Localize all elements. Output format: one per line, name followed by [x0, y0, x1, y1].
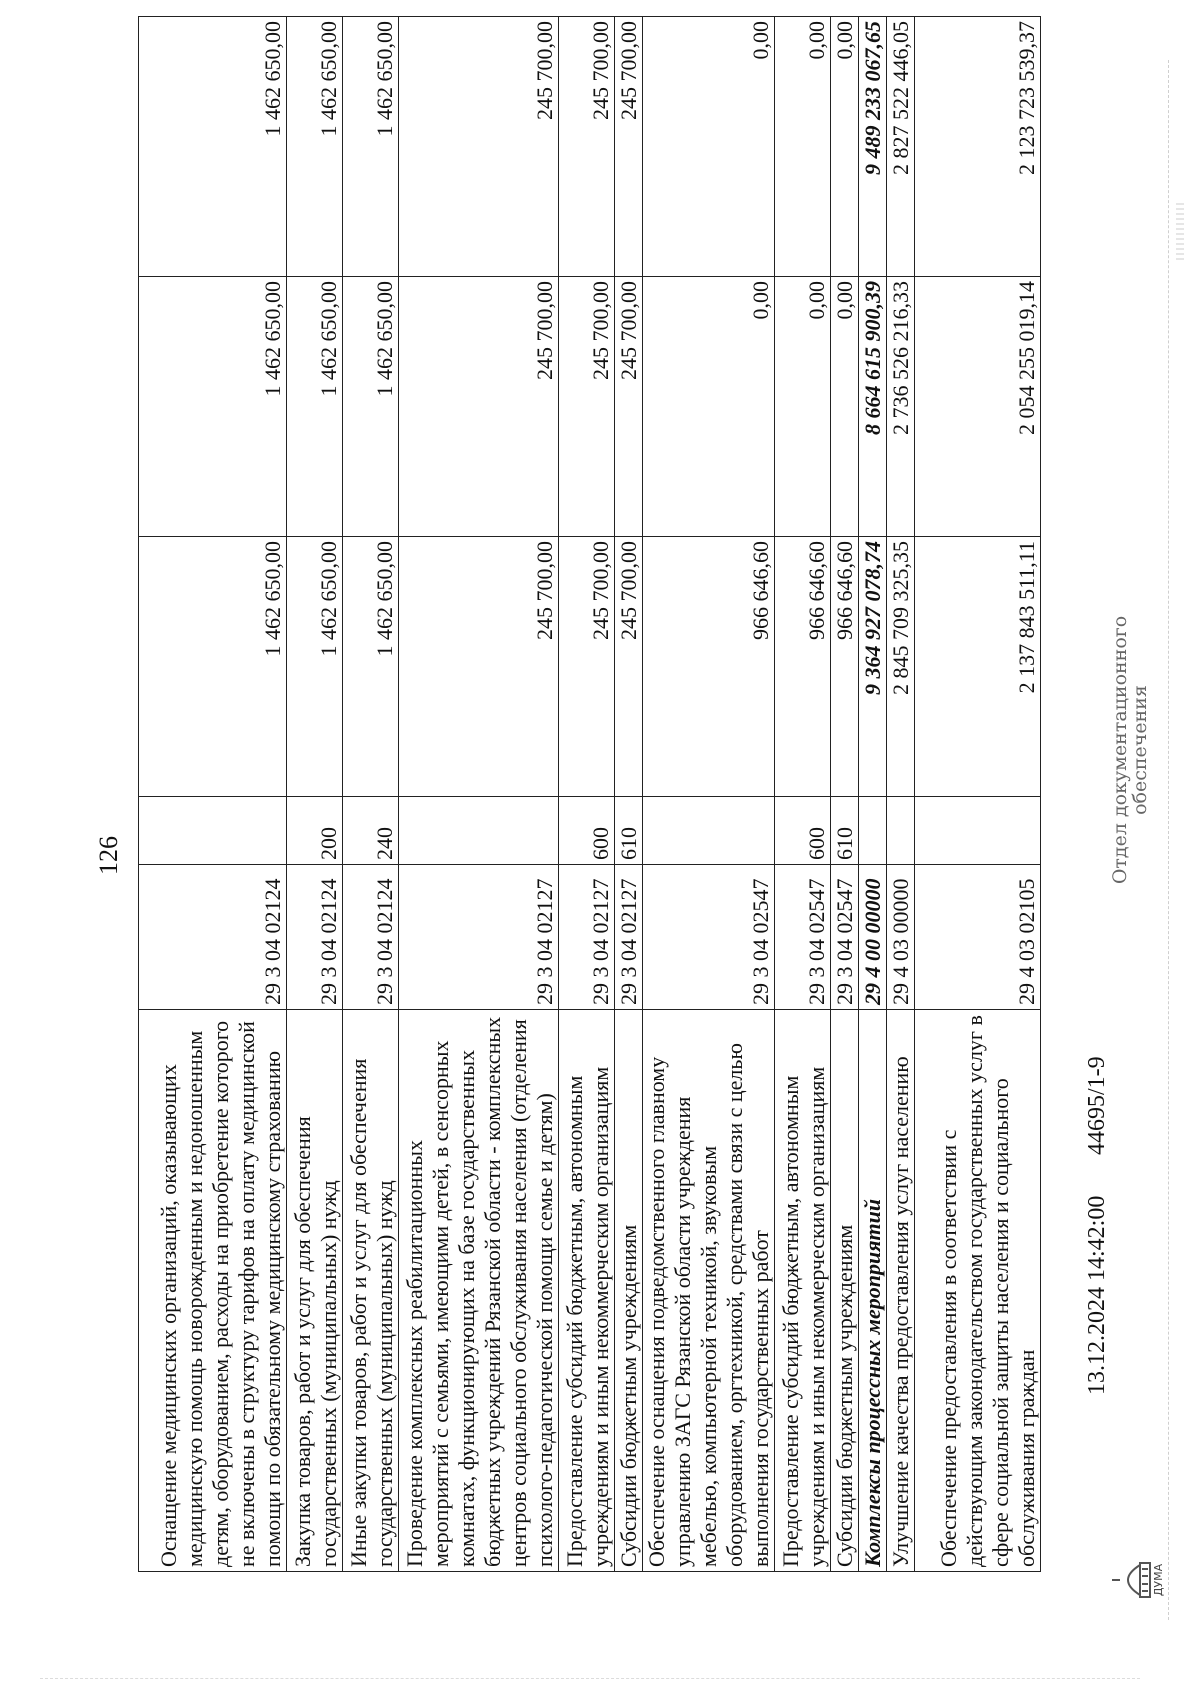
table-row-total	[859, 17, 887, 1572]
row-name: Оснащение медицинских организаций, оказывающих медицинскую помощь новорожденным и недоношенным детям, оборудованием, расходы на приобретение которого не включены в структуру тарифов на оплату медицинской помощи по обязательному медицинскому страхованию	[139, 1010, 287, 1572]
row-year1: 1 462 650,00	[139, 537, 287, 797]
row-name: Обеспечение предоставления в соответствии с действующим законодательством государственных услуг в сфере социальной защиты населения и социального обслуживания граждан	[915, 1010, 1041, 1572]
table-row	[559, 17, 615, 1572]
duma-emblem-logo	[1106, 1557, 1166, 1603]
row-name: Проведение комплексных реабилитационных мероприятий с семьями, имеющими детей, в сенсорных комнатах, функционирующих на базе государственных бюджетных учреждений Рязанской области - комплексных центров социального обслуживания населения (отделения психолого-педагогической помощи семье и детям)	[399, 1010, 559, 1572]
table-row	[287, 17, 343, 1572]
row-year2: 2 054 255 019,14	[915, 277, 1041, 537]
row-name: Закупка товаров, работ и услуг для обеспечения государственных (муниципальных) нужд	[287, 1010, 343, 1572]
row-year2: 0,00	[643, 277, 775, 537]
row-code: 29 4 03 00000	[887, 865, 915, 1010]
table-row	[831, 17, 859, 1572]
table-row	[915, 17, 1041, 1572]
row-name: Субсидии бюджетным учреждениям	[615, 1010, 643, 1572]
table-row	[643, 17, 775, 1572]
row-year1: 245 700,00	[559, 537, 615, 797]
row-year3: 0,00	[643, 17, 775, 277]
stamp-line-1: Отдел документационного	[1109, 615, 1131, 885]
row-code: 29 3 04 02547	[643, 865, 775, 1010]
page-number: 126	[94, 836, 123, 875]
row-year3: 9 489 233 067,65	[859, 17, 887, 277]
row-year2: 1 462 650,00	[343, 277, 399, 537]
row-year2: 0,00	[831, 277, 859, 537]
row-vr	[887, 797, 915, 865]
row-year1: 245 700,00	[615, 537, 643, 797]
row-code: 29 3 04 02124	[139, 865, 287, 1010]
row-year2: 8 664 615 900,39	[859, 277, 887, 537]
footer-doc-id: 44695/1-9	[1084, 1056, 1110, 1155]
department-stamp	[1110, 585, 1150, 915]
row-vr	[399, 797, 559, 865]
row-year3: 245 700,00	[559, 17, 615, 277]
row-code: 29 3 04 02124	[287, 865, 343, 1010]
row-year2: 245 700,00	[559, 277, 615, 537]
row-code: 29 4 03 02105	[915, 865, 1041, 1010]
row-year1: 966 646,60	[775, 537, 831, 797]
row-vr: 600	[559, 797, 615, 865]
svg-text:ДУМА: ДУМА	[1152, 1563, 1165, 1597]
row-code: 29 3 04 02547	[831, 865, 859, 1010]
row-year3: 245 700,00	[399, 17, 559, 277]
table-row	[775, 17, 831, 1572]
row-name: Предоставление субсидий бюджетным, автономным учреждениям и иным некоммерческим организациям	[775, 1010, 831, 1572]
row-name: Комплексы процессных мероприятий	[859, 1010, 887, 1572]
table-row	[139, 17, 287, 1572]
row-year1: 245 700,00	[399, 537, 559, 797]
row-year3: 1 462 650,00	[343, 17, 399, 277]
row-year2: 1 462 650,00	[287, 277, 343, 537]
row-year2: 1 462 650,00	[139, 277, 287, 537]
row-year3: 1 462 650,00	[287, 17, 343, 277]
row-vr	[643, 797, 775, 865]
row-vr	[859, 797, 887, 865]
row-year3: 245 700,00	[615, 17, 643, 277]
row-year2: 0,00	[775, 277, 831, 537]
row-year2: 245 700,00	[399, 277, 559, 537]
row-name: Субсидии бюджетным учреждениям	[831, 1010, 859, 1572]
row-code: 29 3 04 02124	[343, 865, 399, 1010]
row-code: 29 4 00 00000	[859, 865, 887, 1010]
row-vr	[915, 797, 1041, 865]
row-year1: 1 462 650,00	[343, 537, 399, 797]
row-code: 29 3 04 02127	[615, 865, 643, 1010]
row-code: 29 3 04 02127	[399, 865, 559, 1010]
row-code: 29 3 04 02127	[559, 865, 615, 1010]
row-vr: 200	[287, 797, 343, 865]
row-vr	[139, 797, 287, 865]
row-year3: 2 123 723 539,37	[915, 17, 1041, 277]
table-row	[343, 17, 399, 1572]
table-row	[615, 17, 643, 1572]
row-name: Иные закупки товаров, работ и услуг для обеспечения государственных (муниципальных) нужд	[343, 1010, 399, 1572]
row-name: Обеспечение оснащения подведомственного главному управлению ЗАГС Рязанской области учреждения мебелью, компьютерной техникой, звуковым оборудованием, оргтехникой, средствами связи с целью выполнения государственных работ	[643, 1010, 775, 1572]
stamp-line-2: обеспечения	[1129, 685, 1151, 815]
row-year1: 1 462 650,00	[287, 537, 343, 797]
row-name: Улучшение качества предоставления услуг населению	[887, 1010, 915, 1572]
row-year2: 2 736 526 216,33	[887, 277, 915, 537]
table-row	[887, 17, 915, 1572]
row-year1: 966 646,60	[831, 537, 859, 797]
row-year3: 0,00	[775, 17, 831, 277]
footer-date: 13.12.2024 14:42:00	[1084, 1195, 1110, 1395]
row-year1: 2 845 709 325,35	[887, 537, 915, 797]
budget-table	[138, 16, 1041, 1572]
table-row	[399, 17, 559, 1572]
row-vr: 240	[343, 797, 399, 865]
row-year1: 9 364 927 078,74	[859, 537, 887, 797]
row-vr: 600	[775, 797, 831, 865]
row-year3: 0,00	[831, 17, 859, 277]
row-vr: 610	[615, 797, 643, 865]
row-name: Предоставление субсидий бюджетным, автономным учреждениям и иным некоммерческим организациям	[559, 1010, 615, 1572]
row-year3: 1 462 650,00	[139, 17, 287, 277]
row-year3: 2 827 522 446,05	[887, 17, 915, 277]
row-year2: 245 700,00	[615, 277, 643, 537]
row-year1: 2 137 843 511,11	[915, 537, 1041, 797]
row-code: 29 3 04 02547	[775, 865, 831, 1010]
row-year1: 966 646,60	[643, 537, 775, 797]
row-vr: 610	[831, 797, 859, 865]
